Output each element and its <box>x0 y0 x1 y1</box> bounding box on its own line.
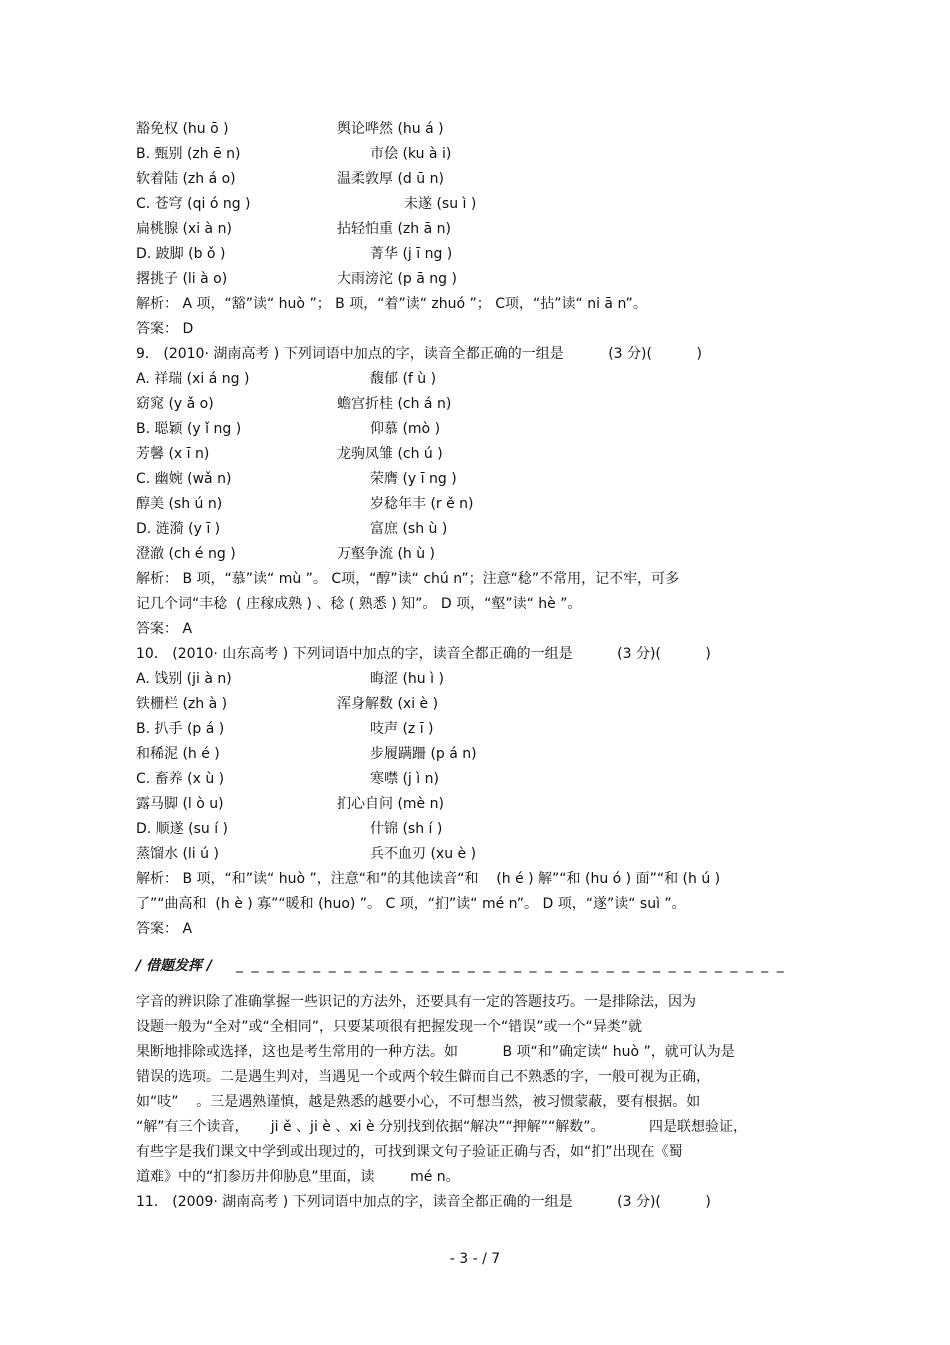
word-right: 市侩 (ku à i) <box>370 146 452 162</box>
option-row: 澄澈 (ch é ng ) <box>136 546 236 562</box>
option-row <box>136 219 232 239</box>
word-left: B. 甄别 (zh ē n) <box>136 146 241 162</box>
analysis-text: 记几个词“丰稔 ( 庄稼成熟 ) 、稔 ( 熟悉 ) 知”。 D 项，“壑”读“ hè ”。 <box>136 596 582 612</box>
word-right: 吱声 (z ī ) <box>370 721 434 737</box>
option-row: 和稀泥 (h é ) <box>136 746 220 762</box>
word-right: 菁华 (j ī ng ) <box>370 246 453 262</box>
paragraph-line: 道难》中的“扪参历井仰胁息”里面，读 mé n。 <box>136 1169 460 1185</box>
word-right: 富庶 (sh ù ) <box>370 521 448 537</box>
option-row: 铁栅栏 (zh à ) <box>136 696 228 712</box>
question-11: 11． (2009· 湖南高考 ) 下列词语中加点的字，读音全都正确的一组是 (3 分)( ) <box>136 1194 711 1210</box>
paragraph-line: 设题一般为“全对”或“全相同”，只要某项很有把握发现一个“错误”或一个“异类”就 <box>136 1019 643 1035</box>
answer-text: 答案： A <box>136 921 193 937</box>
answer-text: 答案： A <box>136 621 193 637</box>
word-right: 龙驹凤雏 (ch ú ) <box>337 446 443 462</box>
word-right: 仰慕 (mò ) <box>370 421 441 437</box>
option-row <box>136 119 229 139</box>
option-row: 窈窕 (y ǎ o) <box>136 396 214 412</box>
answer-text: 答案： D <box>136 321 194 337</box>
word-left: 软着陆 (zh á o) <box>136 171 236 187</box>
word-left: C. 苍穹 (qi ó ng ) <box>136 196 251 212</box>
word-right: 蟾宫折桂 (ch á n) <box>337 396 452 412</box>
word-right: 荣膺 (y ī ng ) <box>370 471 457 487</box>
word-left: 扁桃腺 (xi à n) <box>136 221 232 237</box>
word-right: 岁稔年丰 (r ě n) <box>370 496 474 512</box>
word-right: 万壑争流 (h ù ) <box>337 546 436 562</box>
option-row: D. 涟漪 (y ī ) <box>136 521 221 537</box>
analysis-text: 解析： B 项，“慕”读“ mù ”。 C项，“醇”读“ chú n”；注意“稔”不常用，记不牢，可多 <box>136 571 680 587</box>
question-9: 9． (2010· 湖南高考 ) 下列词语中加点的字，读音全都正确的一组是 (3 分)( ) <box>136 346 702 362</box>
section-title: / 借题发挥 / <box>136 958 212 974</box>
option-row <box>136 194 251 214</box>
word-right: 浑身解数 (xi è ) <box>337 696 439 712</box>
option-row: A. 祥瑞 (xi á ng ) <box>136 371 250 387</box>
option-row: 醇美 (sh ú n) <box>136 496 223 512</box>
analysis-text: 了”“曲高和 (h è ) 寡”“暖和 (huo) ”。 C 项，“扪”读“ mé n”。 D 项，“遂”读“ suì ”。 <box>136 896 686 912</box>
page-number: - 3 - / 7 <box>449 1251 501 1267</box>
word-left: D. 跛脚 (b ǒ ) <box>136 246 226 262</box>
word-left: 撂挑子 (li à o) <box>136 271 228 287</box>
section-rule: _ _ _ _ _ _ _ _ _ _ _ _ _ _ _ _ _ _ _ _ _ _ _ _ _ _ _ _ _ _ _ _ _ _ _ _ <box>236 957 786 973</box>
option-row: C. 幽婉 (wǎ n) <box>136 471 232 487</box>
word-right: 寒噤 (j ì n) <box>370 771 439 787</box>
analysis-text: 解析： B 项，“和”读“ huò ”，注意“和”的其他读音“和 (h é ) 解”“和 (hu ó ) 面”“和 (h ú ) <box>136 871 721 887</box>
option-row: A. 饯别 (ji à n) <box>136 671 232 687</box>
paragraph-line: 有些字是我们课文中学到或出现过的，可找到课文句子验证正确与否，如“扪”出现在《蜀 <box>136 1144 683 1160</box>
word-right: 大雨滂沱 (p ā ng ) <box>337 271 457 287</box>
option-row <box>136 244 225 264</box>
paragraph-line: 字音的辨识除了准确掌握一些识记的方法外，还要具有一定的答题技巧。一是排除法，因为 <box>136 994 696 1010</box>
word-right: 舆论哗然 (hu á ) <box>337 121 444 137</box>
question-10: 10． (2010· 山东高考 ) 下列词语中加点的字，读音全都正确的一组是 (3 分)( ) <box>136 646 711 662</box>
option-row: B. 聪颖 (y ǐ ng ) <box>136 421 242 437</box>
word-left: 豁免权 (hu ō ) <box>136 121 229 137</box>
analysis-text: 解析： A 项，“豁”读“ huò ”； B 项，“着”读“ zhuó ”； C项，“拈”读“ ni ā n”。 <box>136 296 647 312</box>
word-right: 扪心自问 (mè n) <box>337 796 444 812</box>
paragraph-line: 果断地排除或选择，这也是考生常用的一种方法。如 B 项“和”确定读“ huò ”，就可认为是 <box>136 1044 735 1060</box>
word-right: 温柔敦厚 (d ū n) <box>337 171 444 187</box>
option-row <box>136 144 241 164</box>
paragraph-line: 如“吱” 。三是遇熟谨慎，越是熟悉的越要小心，不可想当然，被习惯蒙蔽，要有根据。如 <box>136 1094 701 1110</box>
word-right: 馥郁 (f ù ) <box>370 371 437 387</box>
option-row: 芳馨 (x ī n) <box>136 446 210 462</box>
option-row: C. 畜养 (x ù ) <box>136 771 225 787</box>
word-right: 晦涩 (hu ì ) <box>370 671 444 687</box>
option-row: B. 扒手 (p á ) <box>136 721 225 737</box>
option-row: 露马脚 (l ò u) <box>136 796 224 812</box>
word-right: 步履蹒跚 (p á n) <box>370 746 477 762</box>
option-row: 蒸馏水 (li ú ) <box>136 846 219 862</box>
word-right: 拈轻怕重 (zh ā n) <box>337 221 451 237</box>
word-right: 未遂 (su ì ) <box>404 196 477 212</box>
option-row <box>136 169 236 189</box>
option-row: D. 顺遂 (su í ) <box>136 821 229 837</box>
paragraph-line: “解”有三个读音， ji ě 、ji è 、xi è 分别找到依据“解决”“押解”“解数”。 四是联想验证， <box>136 1119 748 1135</box>
option-row <box>136 269 227 289</box>
word-right: 什锦 (sh í ) <box>370 821 443 837</box>
word-right: 兵不血刃 (xu è ) <box>370 846 477 862</box>
paragraph-line: 错误的选项。二是遇生判对，当遇见一个或两个较生僻而自己不熟悉的字，一般可视为正确， <box>136 1069 710 1085</box>
